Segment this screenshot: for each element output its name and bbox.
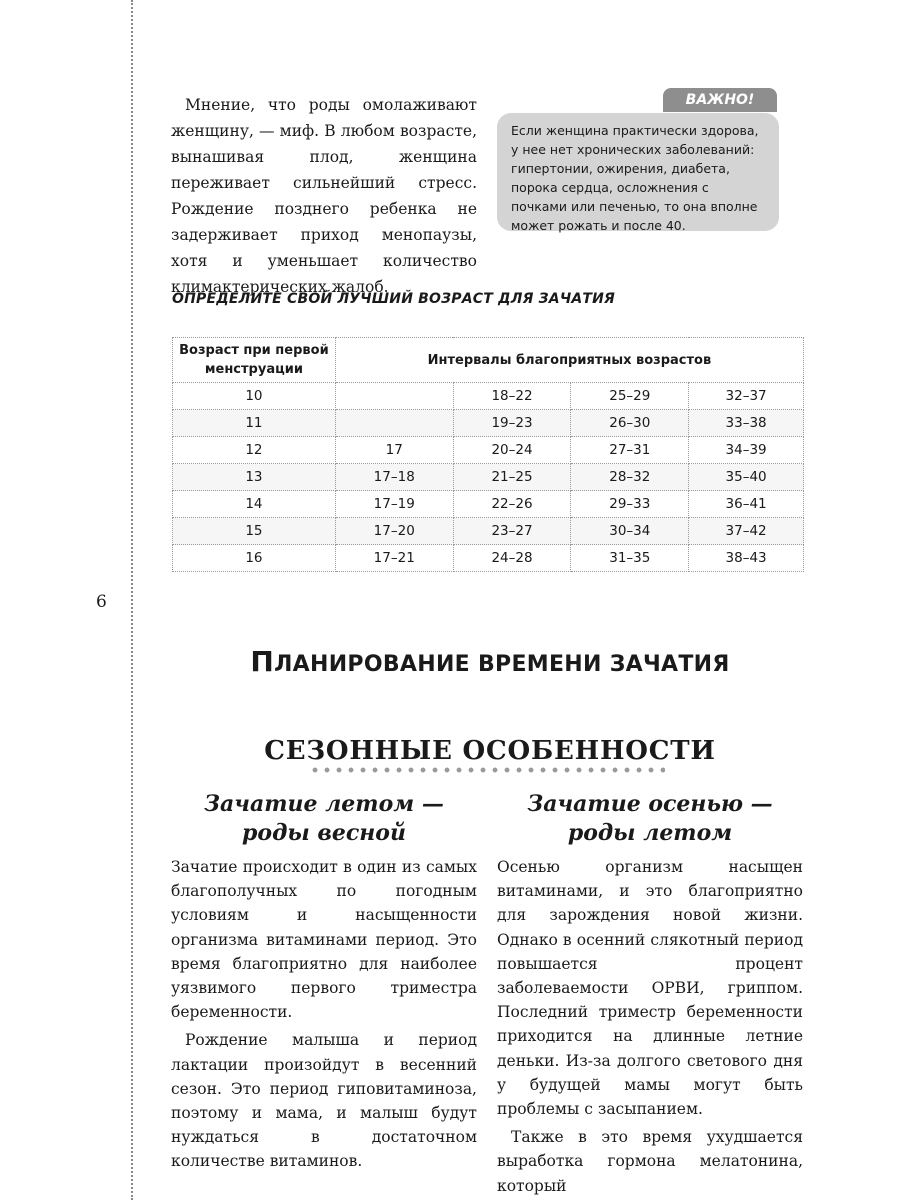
section-heading-seasonal: СЕЗОННЫЕ ОСОБЕННОСТИ (264, 736, 716, 766)
table-cell: 10 (173, 383, 336, 410)
table-cell: 17–20 (335, 518, 453, 545)
table-cell: 17–21 (335, 545, 453, 572)
section-heading-planning (0, 645, 900, 678)
table-cell: 18–22 (453, 383, 571, 410)
table-row (173, 545, 804, 572)
right-title-line2: роды летом (567, 820, 733, 846)
table-cell: 29–33 (571, 491, 689, 518)
important-text: Если женщина практически здорова, у нее нет хронических заболеваний: гипертонии, ожирения, диабета, порока сердца, осложнения с почками или печенью, то она вполне может рожать и после 40. (511, 123, 759, 233)
table-cell: 32–37 (689, 383, 804, 410)
left-column-title (171, 790, 477, 848)
table-cell: 19–23 (453, 410, 571, 437)
table-cell: 12 (173, 437, 336, 464)
table-cell: 25–29 (571, 383, 689, 410)
table-cell: 35–40 (689, 464, 804, 491)
left-title-line1: Зачатие летом — (204, 791, 444, 817)
header-age: Возраст при первой менструации (173, 338, 336, 383)
table-cell: 38–43 (689, 545, 804, 572)
conception-age-table (172, 337, 804, 572)
table-cell: 24–28 (453, 545, 571, 572)
right-paragraph-1: Осенью организм насыщен витаминами, и это благоприятно для зарождения новой жизни. Однако в осенний слякотный период повышается процент заболеваемости ОРВИ, гриппом. Последний триместр беременности приходится на длинные летние деньки. Из-за долгого светового дня у будущей мамы могут быть проблемы с засыпанием. (497, 858, 803, 1119)
table-cell: 17–18 (335, 464, 453, 491)
table-cell: 26–30 (571, 410, 689, 437)
heading-rest: ЛАНИРОВАНИЕ ВРЕМЕНИ ЗАЧАТИЯ (274, 652, 730, 677)
important-label: ВАЖНО! (663, 88, 777, 112)
table-cell: 28–32 (571, 464, 689, 491)
right-column-title (497, 790, 803, 848)
table-cell: 20–24 (453, 437, 571, 464)
left-title-line2: роды весной (242, 820, 406, 846)
table-cell: 11 (173, 410, 336, 437)
table-cell: 36–41 (689, 491, 804, 518)
table-cell: 13 (173, 464, 336, 491)
table-cell: 27–31 (571, 437, 689, 464)
table-cell: 34–39 (689, 437, 804, 464)
left-column-text (171, 855, 477, 1174)
left-paragraph-2: Рождение малыша и период лактации произойдут в весенний сезон. Это период гиповитаминоза, поэтому и мама, и малыш будут нуждаться в достаточном количестве витаминов. (171, 1031, 477, 1171)
left-paragraph-1: Зачатие происходит в один из самых благополучных по погодным условиям и насыщенности организма витаминами период. Это время благоприятно для наиболее уязвимого первого триместра беременности. (171, 858, 477, 1022)
intro-paragraph: Мнение, что роды омолаживают женщину, — миф. В любом возрасте, вынашивая плод, женщина переживает сильнейший стресс. Рождение позднего ребенка не задерживает приход менопаузы, хотя и уменьшает количество климактерических жалоб. (171, 96, 477, 296)
table-row (173, 518, 804, 545)
margin-dotted-line (131, 0, 133, 1200)
table-cell: 15 (173, 518, 336, 545)
heading-initial-letter: П (250, 645, 275, 678)
table-cell: 22–26 (453, 491, 571, 518)
table-row (173, 410, 804, 437)
header-intervals: Интервалы благоприятных возрастов (335, 338, 803, 383)
table-cell: 31–35 (571, 545, 689, 572)
table-cell: 23–27 (453, 518, 571, 545)
table-cell (335, 410, 453, 437)
table-cell: 14 (173, 491, 336, 518)
table-cell: 17 (335, 437, 453, 464)
table-header-row (173, 338, 804, 383)
table-cell: 21–25 (453, 464, 571, 491)
right-title-line1: Зачатие осенью — (527, 791, 773, 817)
table-cell: 30–34 (571, 518, 689, 545)
table-cell: 16 (173, 545, 336, 572)
page-number: 6 (96, 592, 107, 612)
table-cell: 37–42 (689, 518, 804, 545)
dotted-divider (309, 767, 665, 773)
table-row (173, 437, 804, 464)
table-cell: 17–19 (335, 491, 453, 518)
table-row (173, 464, 804, 491)
right-paragraph-2: Также в это время ухудшается выработка гормона мелатонина, который (497, 1128, 803, 1195)
table-title: ОПРЕДЕЛИТЕ СВОЙ ЛУЧШИЙ ВОЗРАСТ ДЛЯ ЗАЧАТИЯ (172, 291, 616, 307)
table-cell (335, 383, 453, 410)
table-row (173, 491, 804, 518)
table-row (173, 383, 804, 410)
table-cell: 33–38 (689, 410, 804, 437)
right-column-text (497, 855, 803, 1198)
